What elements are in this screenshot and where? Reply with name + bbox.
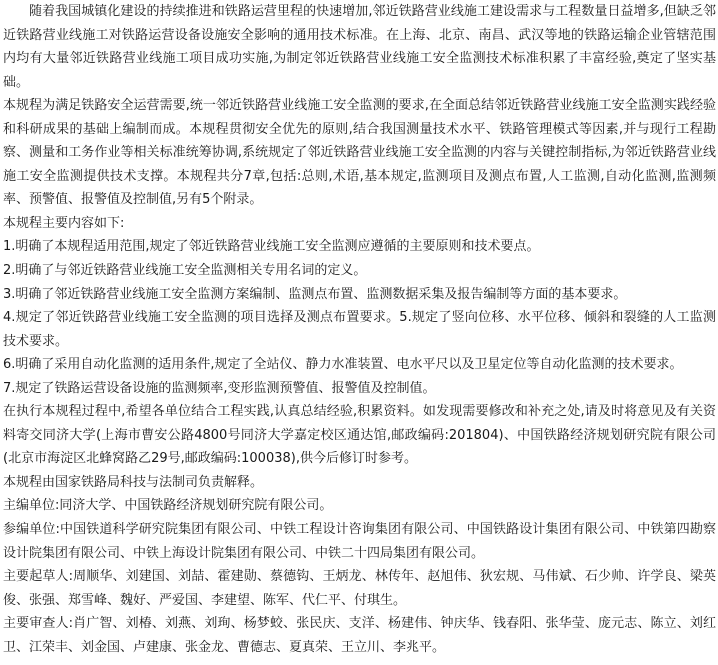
paragraph-chief-editors: 主编单位:同济大学、中国铁路经济规划研究院有限公司。 — [3, 498, 333, 514]
paragraph-interpretation: 本规程由国家铁路局科技与法制司负责解释。 — [3, 474, 264, 490]
paragraph-participating-units: 参编单位:中国铁道科学研究院集团有限公司、中铁工程设计咨询集团有限公司、中国铁路设计集团有限公司、中铁第四勘察设计院集团有限公司、中铁上海设计院集团有限公司、中铁二十四局集团有限公司。 — [3, 522, 716, 561]
list-item-6: 6.明确了采用自动化监测的适用条件,规定了全站仪、静力水准装置、电水平尺以及卫星定位等自动化监测的技术要求。 — [3, 357, 683, 373]
paragraph-main-drafters: 主要起草人:周顺华、刘建国、刘喆、霍建勋、蔡德钩、王炳龙、林传年、赵旭伟、狄宏规、马伟斌、石少帅、许学良、梁英俊、张强、郑雪峰、魏好、严爱国、李建望、陈军、代仁平、付琪生。 — [3, 569, 716, 608]
paragraph-main-reviewers: 主要审查人:肖广智、刘椿、刘燕、刘珣、杨梦蛟、张民庆、支洋、杨建伟、钟庆华、钱春阳、张华莹、庞元志、陈立、刘红卫、江荣丰、刘金国、卢建康、张金龙、曹德志、夏真荣、王立川、李兆平。 — [3, 616, 716, 655]
paragraph-feedback: 在执行本规程过程中,希望各单位结合工程实践,认真总结经验,积累资料。如发现需要修改和补充之处,请及时将意见及有关资料寄交同济大学(上海市曹安公路4800号同济大学嘉定校区通达馆,邮政编码:201804)、中国铁路经济规划研究院有限公司(北京市海淀区北蜂窝路乙29号,邮政编码:100038),供今后修订时参考。 — [3, 404, 716, 467]
list-item-7: 7.规定了铁路运营设备设施的监测频率,变形监测预警值、报警值及控制值。 — [3, 380, 436, 396]
list-item-4-5: 4.规定了邻近铁路营业线施工安全监测的项目选择及测点布置要求。5.规定了竖向位移、水平位移、倾斜和裂缝的人工监测技术要求。 — [3, 310, 716, 349]
list-item-3: 3.明确了邻近铁路营业线施工安全监测方案编制、监测点布置、监测数据采集及报告编制等方面的基本要求。 — [3, 286, 627, 302]
paragraph-intro: 随着我国城镇化建设的持续推进和铁路运营里程的快速增加,邻近铁路营业线施工建设需求与工程数量日益增多,但缺乏邻近铁路营业线施工对铁路运营设备设施安全影响的通用技术标准。在上海、北京、南昌、武汉等地的铁路运输企业管辖范围内均有大量邻近铁路营业线施工项目成功实施,为制定邻近铁路营业线施工安全监测技术标准积累了丰富经验,奠定了坚实基础。 — [3, 4, 716, 90]
list-item-1: 1.明确了本规程适用范围,规定了邻近铁路营业线施工安全监测应遵循的主要原则和技术要点。 — [3, 239, 540, 255]
list-item-2: 2.明确了与邻近铁路营业线施工安全监测相关专用名词的定义。 — [3, 263, 367, 279]
paragraph-purpose: 本规程为满足铁路安全运营需要,统一邻近铁路营业线施工安全监测的要求,在全面总结邻近铁路营业线施工安全监测实践经验和科研成果的基础上编制而成。本规程贯彻安全优先的原则,结合我国测量技术水平、铁路管理模式等因素,并与现行工程勘察、测量和工务作业等相关标准统筹协调,系统规定了邻近铁路营业线施工安全监测的内容与关键控制指标,为邻近铁路营业线施工安全监测提供技术支撑。本规程共分7章,包括:总则,术语,基本规定,监测项目及测点布置,人工监测,自动化监测,监测频率、预警值、报警值及控制值,另有5个附录。 — [3, 98, 716, 208]
paragraph-contents-heading: 本规程主要内容如下: — [3, 215, 125, 231]
